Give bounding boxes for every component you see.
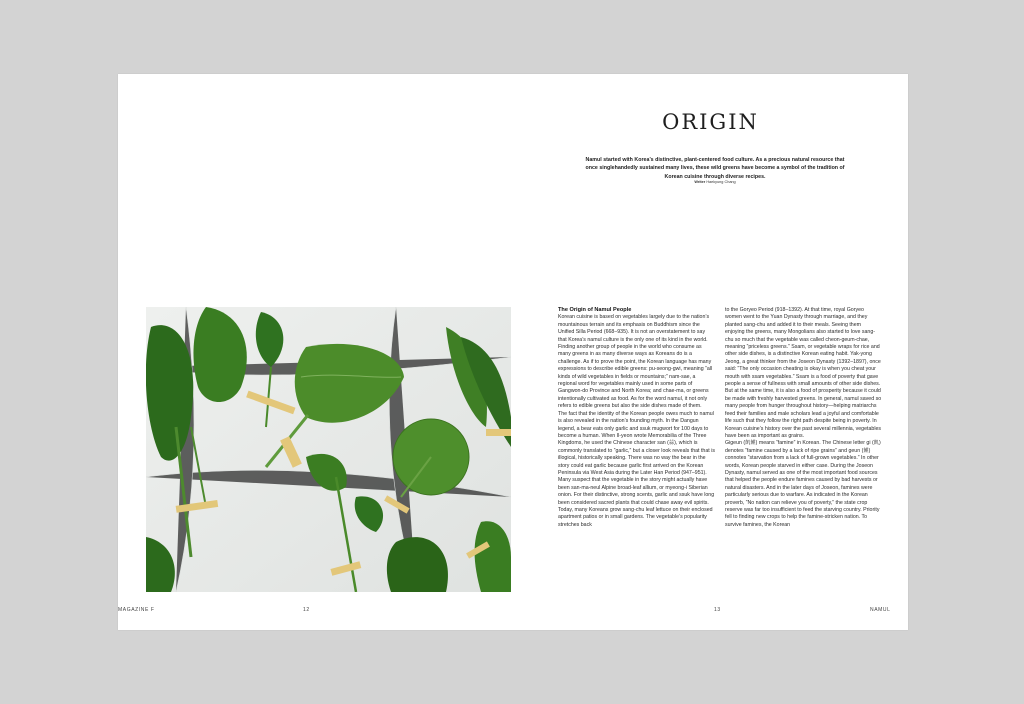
paragraph: to the Goryeo Period (918–1392). At that time, royal Goryeo women went to the Yuan Dynasty through marriage, and they planted sang-chu and added it to their meals. Seeing them enjoying the greens, many Mongolians also started to love sang-chu so much that the vegetable was called cheon-geum-chae, meaning “priceless greens.” Ssam, or vegetable wraps for rice and other side dishes, is a distinctive Korean eating habit. Yak-yong Jeong, a great thinker from the Joseon Dynasty (1392–1897), once said: “The only occasion cheating is okay is when you cheat your mouth with ssam vegetables.” Ssam is a food of poverty that gave people a sense of fullness with small amounts of other side dishes. But at the same time, it is also a food of prosperity because it could be made with freshly harvested greens. In general, namul saved so many people from hunger throughout history—helping matriarchs feed their families and male scholars lead a joyful and comfortable life such that they follow the right path despite being in poverty. In Korean cuisine’s history over the past several millennia, vegetables have been as important as grains.: [725, 307, 882, 439]
byline-role: Writer: [694, 180, 706, 184]
paragraph: The fact that the identity of the Korean people owes much to namul is also revealed in the nation’s founding myth. In the Dangun legend, a bear eats only garlic and ssuk mugwort for 100 days to become a human. When Il-yeon wrote Memorabilia of the Three Kingdoms, he used the Chinese character san (蒜), which is commonly translated to “garlic,” but a closer look reveals that that is illogical, historically speaking. There was no way the bear in the story could eat garlic because garlic first arrived on the Korean Peninsula via West Asia during the Later Han Period (947–951). Many suspect that the vegetable in the story might actually have been san-ma-neul Alpine broad-leaf allium, or myeong-i Siberian onion. For their distinctive, strong scents, garlic and ssuk have long been considered sacred plants that could chase away evil spirits. Today, many Koreans grow sang-chu leaf lettuce on their enclosed apartment patios or in small gardens. The vegetable’s popularity stretches back: [558, 410, 715, 528]
byline-name: Haekyung Chang: [706, 180, 736, 184]
article-column-2: [725, 307, 882, 529]
paragraph: Korean cuisine is based on vegetables largely due to the nation’s mountainous terrain and its emphasis on Buddhism since the Unified Silla Period (668–935). It is not an overstatement to say that Korea’s namul culture is the only one of its kind in the world. Finding another group of people in the world who consume as many greens in as many diverse ways as Koreans do is a challenge. As if to prove the point, the Korean language has many expressions to describe edible greens: pu-seong-gwi, meaning “all kinds of wild vegetables in fields or mountains;” nam-sae, a regional word for vegetables mainly used in some parts of Gangwon-do Province and North Korea; and chae-ma, or greens intentionally cultivated as food. As for the word namul, it not only refers to edible greens but also the side dishes made of them.: [558, 314, 713, 410]
magazine-spread: [118, 74, 908, 630]
article-column-1: [558, 307, 715, 529]
footer-magazine-label: MAGAZINE F: [118, 607, 155, 613]
footer-left-page-number: 12: [303, 607, 310, 613]
page-title: ORIGIN: [662, 110, 759, 134]
article-lede: Namul started with Korea’s distinctive, plant-centered food culture. As a precious natural resource that once singlehandedly sustained many lives, these wild greens have become a symbol of the tradition of Korean cuisine through diverse recipes.: [585, 157, 845, 180]
paragraph: Gigeun (飢饉) means “famine” in Korean. The Chinese letter gi (飢) denotes “famine caused by a lack of ripe grains” and geun (饉) connotes “starvation from a lack of full-grown vegetables.” In other words, Korean people starved in either case. During the Joseon Dynasty, namul served as one of the most important food sources that helped the people endure famines caused by bad harvests or natural disasters. And in the later days of Joseon, famines were particularly serious due to warfare. As indicated in the Korean proverb, “No nation can relieve you of poverty,” the state crop reserve was far too insufficient to feed the starving country. Priority fell to finding new crops to help the famine-stricken nation. To survive famines, the Korean: [725, 440, 881, 528]
footer-section-label: NAMUL: [870, 607, 891, 613]
wild-greens-photo: [146, 307, 511, 592]
footer-right-page-number: 13: [714, 607, 721, 613]
byline: [585, 180, 845, 184]
article-heading: The Origin of Namul People: [558, 307, 632, 313]
